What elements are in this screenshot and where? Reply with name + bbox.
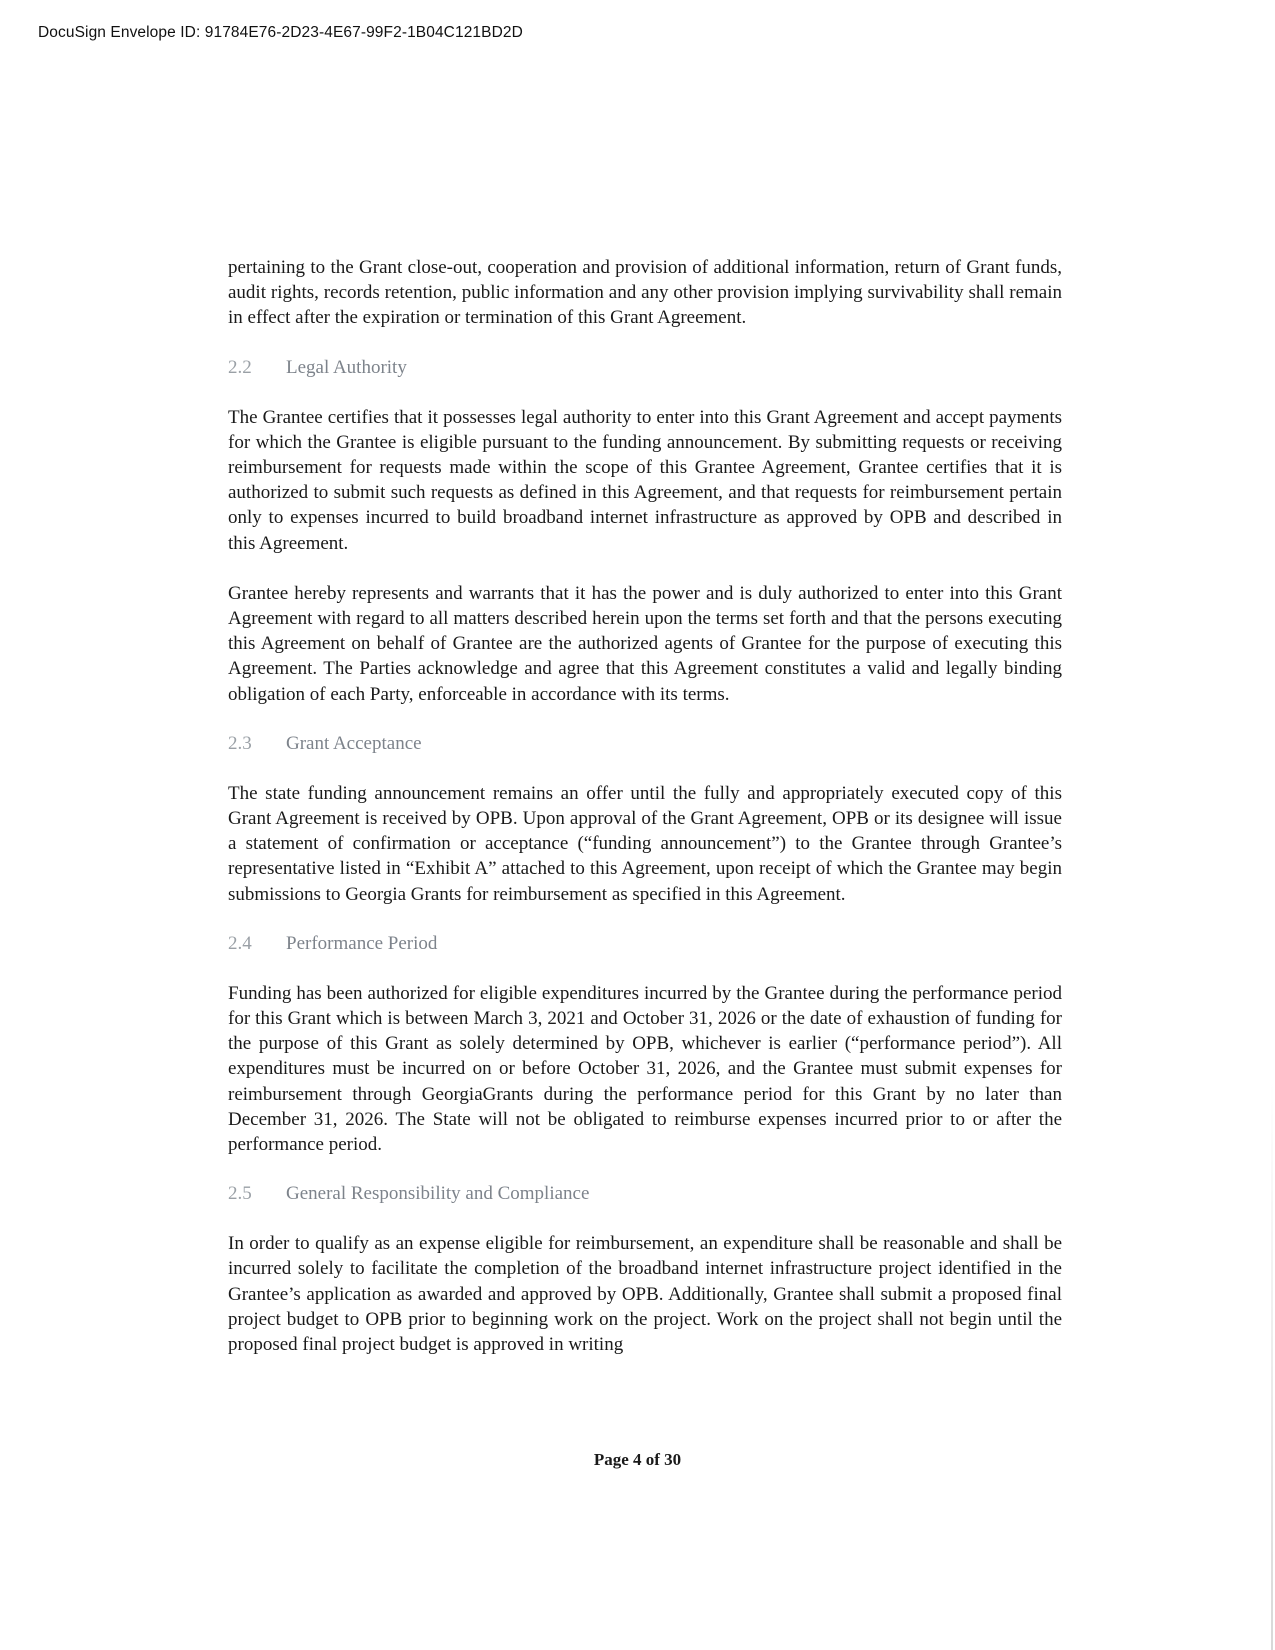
grant-acceptance-paragraph: The state funding announcement remains an offer until the fully and appropriately executed copy of this Grant Agreement is received by OPB. Upon approval of the Grant Agreement, OPB or its designee will issue a statement of confirmation or acceptance (“funding announcement”) to the Grantee through Grantee’s representative listed in “Exhibit A” attached to this Agreement, upon receipt of which the Grantee may begin submissions to Georgia Grants for reimbursement as specified in this Agreement. <box>228 782 1062 905</box>
section-heading-general-responsibility <box>228 1181 1062 1205</box>
legal-authority-paragraph-2: Grantee hereby represents and warrants that it has the power and is duly authorized to enter into this Grant Agreement with regard to all matters described herein upon the terms set forth and that the persons executing this Agreement on behalf of Grantee are the authorized agents of Grantee for the purpose of executing this Agreement. The Parties acknowledge and agree that this Agreement constitutes a valid and legally binding obligation of each Party, enforceable in accordance with its terms. <box>228 582 1062 705</box>
docusign-envelope-id: DocuSign Envelope ID: 91784E76-2D23-4E67-99F2-1B04C121BD2D <box>38 24 523 41</box>
document-body <box>228 255 1062 1357</box>
section-number: 2.4 <box>228 932 252 954</box>
section-heading-legal-authority <box>228 355 1062 379</box>
general-responsibility-paragraph: In order to qualify as an expense eligible for reimbursement, an expenditure shall be reasonable and shall be incurred solely to facilitate the completion of the broadband internet infrastructure project identified in the Grantee’s application as awarded and approved by OPB. Additionally, Grantee shall submit a proposed final project budget to OPB prior to beginning work on the project. Work on the project shall not begin until the proposed final project budget is approved in writing <box>228 1233 1062 1356</box>
section-title: Grant Acceptance <box>286 732 422 754</box>
section-title: General Responsibility and Compliance <box>286 1183 590 1205</box>
scan-edge-shadow <box>1271 1080 1273 1650</box>
section-number: 2.3 <box>228 732 252 754</box>
performance-period-paragraph: Funding has been authorized for eligible expenditures incurred by the Grantee during the performance period for this Grant which is between March 3, 2021 and October 31, 2026 or the date of exhaustion of funding for the purpose of this Grant as solely determined by OPB, whichever is earlier (“performance period”). All expenditures must be incurred on or before October 31, 2026, and the Grantee must submit expenses for reimbursement through GeorgiaGrants during the performance period for this Grant by no later than December 31, 2026. The State will not be obligated to reimburse expenses incurred prior to or after the performance period. <box>228 982 1062 1156</box>
section-heading-grant-acceptance <box>228 731 1062 755</box>
section-title: Legal Authority <box>286 356 407 378</box>
section-heading-performance-period <box>228 931 1062 955</box>
intro-paragraph: pertaining to the Grant close-out, cooperation and provision of additional information, return of Grant funds, audit rights, records retention, public information and any other provision implying survivability shall remain in effect after the expiration or termination of this Grant Agreement. <box>228 257 1062 329</box>
section-title: Performance Period <box>286 932 438 954</box>
page-number-footer: Page 4 of 30 <box>593 1450 682 1469</box>
section-number: 2.5 <box>228 1183 252 1205</box>
section-number: 2.2 <box>228 356 252 378</box>
legal-authority-paragraph-1: The Grantee certifies that it possesses legal authority to enter into this Grant Agreement and accept payments for which the Grantee is eligible pursuant to the funding announcement. By submitting requests or receiving reimbursement for requests made within the scope of this Grantee Agreement, Grantee certifies that it is authorized to submit such requests as defined in this Agreement, and that requests for reimbursement pertain only to expenses incurred to build broadband internet infrastructure as approved by OPB and described in this Agreement. <box>228 406 1062 554</box>
